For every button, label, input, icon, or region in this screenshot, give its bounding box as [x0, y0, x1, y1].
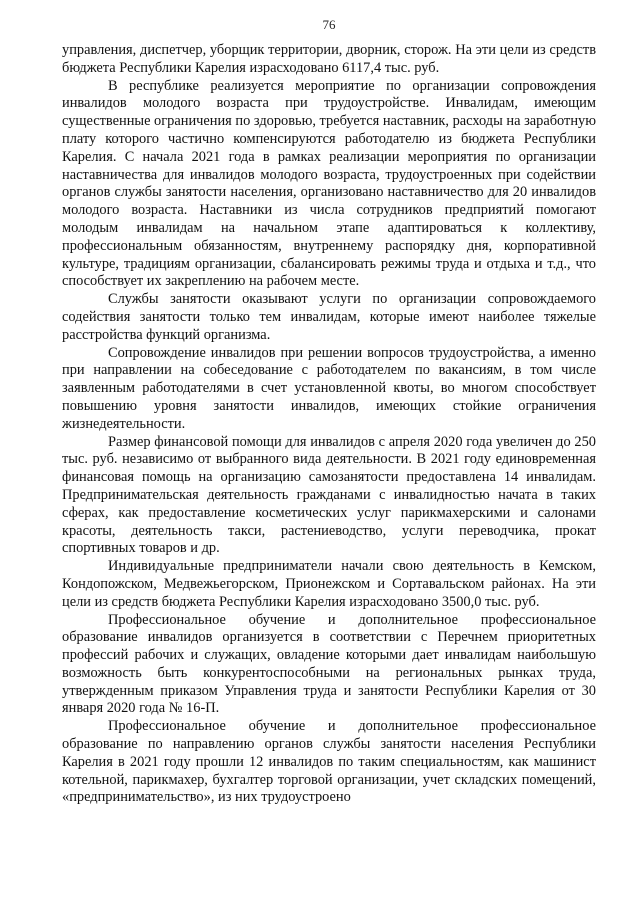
paragraph-professional-training: Профессиональное обучение и дополнительное профессиональное образование инвалидов организуется в соответствии с Перечнем приоритетных профессий рабочих и служащих, овладение которыми дает инвалидам наибольшую возможность быть конкурентоспособными на региональных рынках труда, утвержденным приказом Управления труда и занятости Республики Карелия от 30 января 2020 года № 16-П.: [62, 611, 596, 717]
paragraph-financial-aid: Размер финансовой помощи для инвалидов с апреля 2020 года увеличен до 250 тыс. руб. независимо от выбранного вида деятельности. В 2021 году единовременная финансовая помощь на организацию самозанятости предоставлена 14 инвалидам. Предпринимательская деятельность гражданами с инвалидностью начата в таких сферах, как предоставление косметических услуг парикмахерскими и салонами красоты, деятельность такси, растениеводство, услуги переводчика, прокат спортивных товаров и др.: [62, 433, 596, 557]
paragraph-accompaniment: Сопровождение инвалидов при решении вопросов трудоустройства, а именно при направлении на собеседование с работодателем по вакансиям, в том числе заявленным работодателями в счет установленной квоты, во многом способствует повышению уровня занятости инвалидов, имеющих стойкие ограничения жизнедеятельности.: [62, 344, 596, 432]
paragraph-employment-services: Службы занятости оказывают услуги по организации сопровождаемого содействия занятости только тем инвалидам, которые имеют наиболее тяжелые расстройства функций организма.: [62, 291, 596, 343]
body-text: [62, 42, 596, 807]
paragraph-continuation: управления, диспетчер, уборщик территории, дворник, сторож. На эти цели из средств бюджета Республики Карелия израсходовано 6117,4 тыс. руб.: [62, 42, 596, 76]
paragraph-mentoring: В республике реализуется мероприятие по организации сопровождения инвалидов молодого возраста при трудоустройстве. Инвалидам, имеющим существенные ограничения по здоровью, требуется наставник, расходы на заработную плату которого частично компенсируются работодателю из бюджета Республики Карелия. С начала 2021 года в рамках реализации мероприятия по организации наставничества для инвалидов молодого возраста, трудоустроенных при содействии органов службы занятости населения, организовано наставничество для 20 инвалидов молодого возраста. Наставники из числа сотрудников предприятий помогают молодым инвалидам на начальном этапе адаптироваться к коллективу, профессиональным обязанностям, внутреннему распорядку дня, корпоративной культуре, традициям организации, сбалансировать режимы труда и отдыха и т.д., что способствует их закреплению на рабочем месте.: [62, 77, 596, 290]
paragraph-training-results: Профессиональное обучение и дополнительное профессиональное образование по направлению органов службы занятости населения Республики Карелия в 2021 году прошли 12 инвалидов по таким специальностям, как машинист котельной, парикмахер, бухгалтер торговой организации, учет складских помещений, «предпринимательство», из них трудоустроено: [62, 718, 596, 806]
page-number: 76: [322, 17, 336, 32]
paragraph-entrepreneurs: Индивидуальные предприниматели начали свою деятельность в Кемском, Кондопожском, Медвежьегорском, Прионежском и Сортавальском районах. На эти цели из средств бюджета Республики Карелия израсходовано 3500,0 тыс. руб.: [62, 558, 596, 610]
